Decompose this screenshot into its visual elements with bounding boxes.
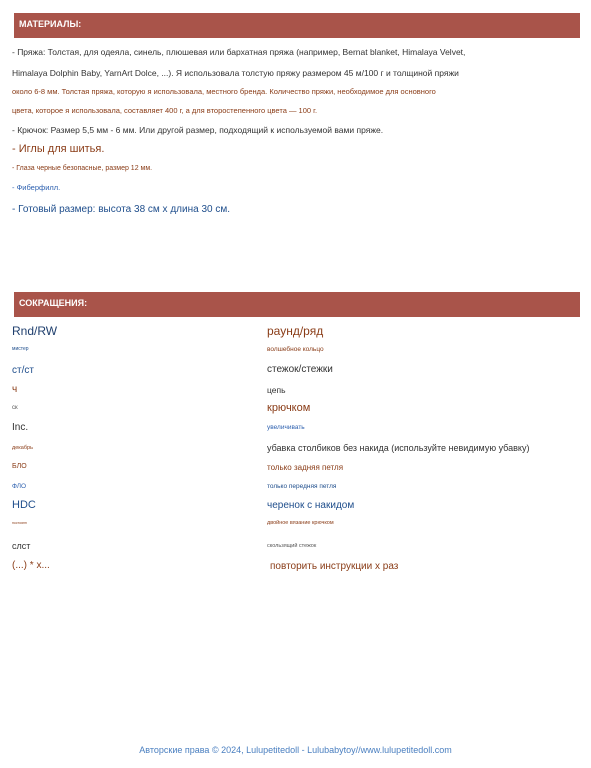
materials-line: - Глаза черные безопасные, размер 12 мм. [12, 165, 153, 172]
abbreviation-term: БЛО [12, 463, 27, 470]
materials-heading: МАТЕРИАЛЫ: [19, 19, 82, 29]
materials-line: - Иглы для шитья. [12, 143, 105, 155]
abbreviation-term: декабрь [12, 445, 33, 451]
materials-line: около 6-8 мм. Толстая пряжа, которую я использовала, местного бренда. Количество пряжи, необходимое для основного [12, 87, 436, 96]
materials-line: - Готовый размер: высота 38 см х длина 30 см. [12, 204, 231, 215]
abbreviation-meaning: волшебное кольцо [267, 346, 324, 353]
abbreviation-meaning: убавка столбиков без накида (используйте невидимую убавку) [267, 443, 530, 453]
abbreviation-meaning: скользящий стежок [267, 543, 317, 549]
abbreviations-heading: СОКРАЩЕНИЯ: [19, 298, 88, 308]
abbreviation-meaning: только передняя петля [267, 483, 337, 490]
abbreviation-meaning: увеличивать [267, 424, 305, 431]
abbreviation-term: Inc. [12, 422, 29, 433]
materials-line: - Пряжа: Толстая, для одеяла, синель, плюшевая или бархатная пряжа (например, Bernat blanket, Himalaya Velvet, [12, 47, 466, 57]
abbreviation-term: постоянн [12, 521, 27, 525]
materials-line: цвета, которое я использовала, составляет 400 г, а для второстепенного цвета — 100 г. [12, 106, 318, 115]
abbreviation-term: HDC [12, 499, 36, 511]
abbreviation-meaning: цепь [267, 385, 286, 395]
abbreviation-meaning: только задняя петля [267, 463, 344, 472]
abbreviations-heading-bar [14, 292, 580, 317]
abbreviation-term: ч [12, 384, 18, 395]
materials-line: - Крючок: Размер 5,5 мм - 6 мм. Или другой размер, подходящий к используемой вами пряже. [12, 125, 384, 135]
materials-heading-bar [14, 13, 580, 38]
abbreviation-term: Rnd/RW [12, 324, 58, 338]
copyright-footer: Авторские права © 2024, Lulupetitedoll - Lulubabytoy//www.lulupetitedoll.com [139, 745, 452, 755]
materials-line: Himalaya Dolphin Baby, YarnArt Dolce, ...). Я использовала толстую пряжу размером 45 м/100 г и толщиной пряжи [12, 68, 459, 78]
abbreviation-term: ск [12, 405, 18, 411]
abbreviation-term: слст [12, 541, 31, 551]
abbreviation-meaning: черенок с накидом [267, 500, 355, 511]
abbreviation-term: ФЛО [12, 483, 27, 490]
abbreviation-meaning: двойное вязание крючком [267, 520, 334, 526]
abbreviation-meaning: стежок/стежки [267, 364, 333, 375]
abbreviation-meaning: раунд/ряд [267, 324, 324, 338]
abbreviation-meaning: крючком [267, 402, 311, 414]
abbreviation-meaning: повторить инструкции х раз [270, 561, 399, 572]
abbreviation-term: (...) * х... [12, 560, 50, 571]
abbreviation-term: мистер [12, 346, 29, 352]
abbreviation-term: ст/ст [12, 365, 34, 376]
materials-line: - Фиберфилл. [12, 183, 61, 192]
